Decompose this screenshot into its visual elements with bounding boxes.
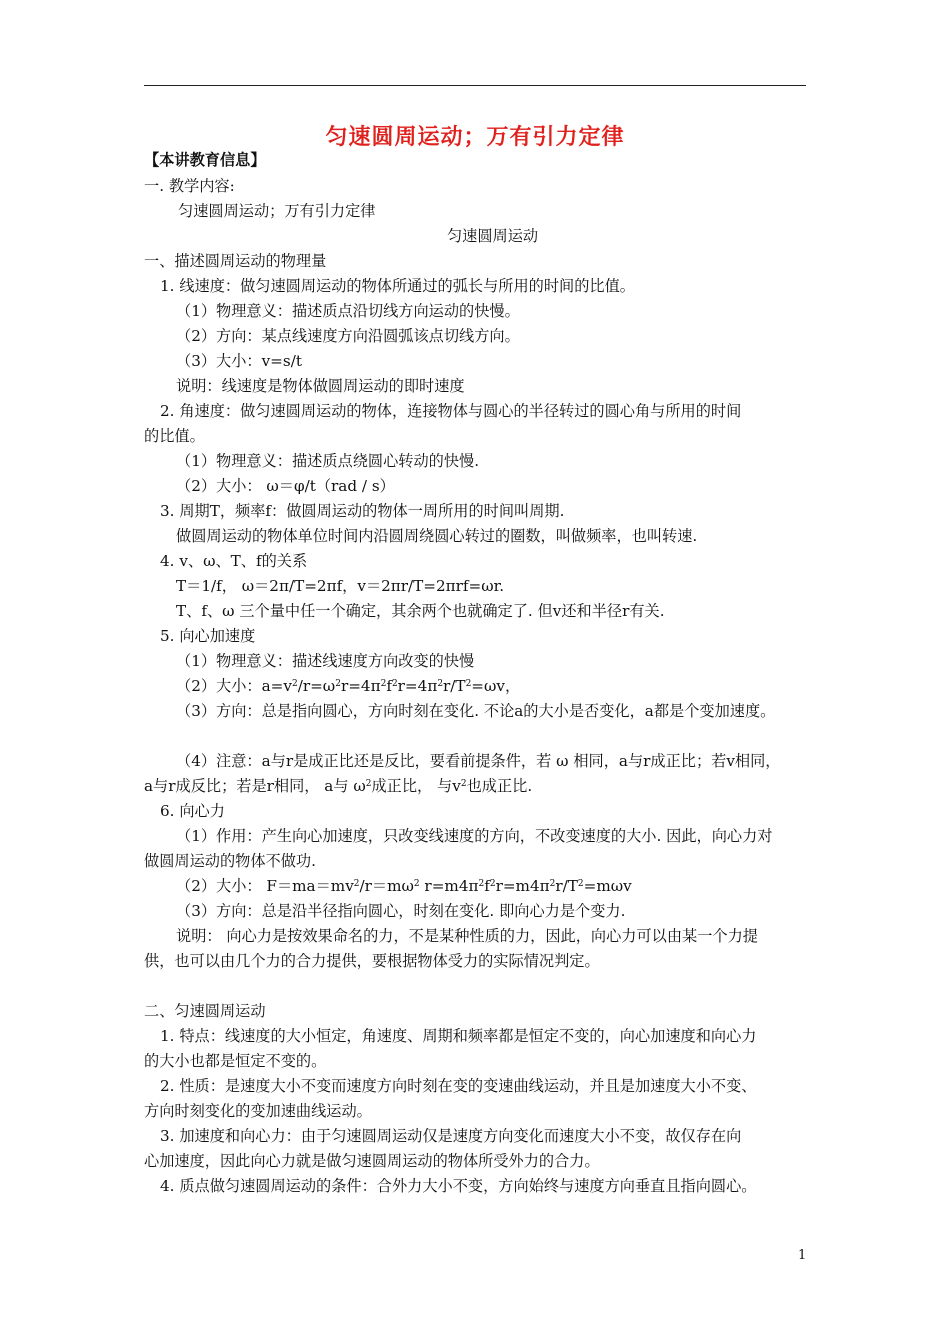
text-line: 6. 向心力 xyxy=(160,802,225,820)
text-line: 4. v、ω、T、f的关系 xyxy=(160,552,308,570)
text-line: 方向时刻变化的变加速曲线运动。 xyxy=(144,1102,372,1120)
text-line: （3）方向：总是指向圆心，方向时刻在变化. 不论a的大小是否变化，a都是个变加速度。 xyxy=(176,702,776,720)
text-line: （1）物理意义：描述线速度方向改变的快慢 xyxy=(176,652,475,670)
text-line: 2. 角速度：做匀速圆周运动的物体，连接物体与圆心的半径转过的圆心角与所用的时间 xyxy=(160,402,742,420)
subtitle: 匀速圆周运动 xyxy=(446,227,539,245)
formula-line: （2）大小： $F=ma=mv^2/r=m\omega^2$ $r=m4\pi^2f^2r=m4\pi^2r/T^2=m\omega v$ xyxy=(176,877,632,895)
text-line: （4）注意：a与r是成正比还是反比，要看前提条件，若 ω 相同，a与r成正比；若v相同， xyxy=(176,752,781,770)
text-line: T＝1/f， ω＝2π/T=2πf，v＝2πr/T=2πrf=ωr. xyxy=(176,577,505,595)
text-line: 3. 周期T，频率f：做圆周运动的物体一周所用的时间叫周期. xyxy=(160,502,565,520)
text-line: 的大小也都是恒定不变的。 xyxy=(144,1052,327,1070)
text-line: 4. 质点做匀速圆周运动的条件：合外力大小不变，方向始终与速度方向垂直且指向圆心。 xyxy=(160,1177,757,1195)
text-line: 的比值。 xyxy=(144,427,205,445)
text-line: 3. 加速度和向心力：由于匀速圆周运动仅是速度方向变化而速度大小不变，故仅存在向 xyxy=(160,1127,742,1145)
text-line: （3）方向：总是沿半径指向圆心，时刻在变化. 即向心力是个变力. xyxy=(176,902,626,920)
text-line: （1）物理意义：描述质点沿切线方向运动的快慢。 xyxy=(176,302,520,320)
section-header: 【本讲教育信息】 xyxy=(144,151,266,169)
text-line: 匀速圆周运动；万有引力定律 xyxy=(178,202,376,220)
text-line: 1. 特点：线速度的大小恒定，角速度、周期和频率都是恒定不变的，向心加速度和向心力 xyxy=(160,1027,757,1045)
text-line: T、f、ω 三个量中任一个确定，其余两个也就确定了. 但v还和半径r有关. xyxy=(176,602,665,620)
text-line: （1）作用：产生向心加速度，只改变线速度的方向，不改变速度的大小. 因此，向心力对 xyxy=(176,827,773,845)
text-line: 做圆周运动的物体单位时间内沿圆周绕圆心转过的圈数，叫做频率，也叫转速. xyxy=(176,527,698,545)
text-line: 2. 性质：是速度大小不变而速度方向时刻在变的变速曲线运动，并且是加速度大小不变、 xyxy=(160,1077,757,1095)
text-line: 1. 线速度：做匀速圆周运动的物体所通过的弧长与所用的时间的比值。 xyxy=(160,277,635,295)
text-line: 5. 向心加速度 xyxy=(160,627,256,645)
text-line: 做圆周运动的物体不做功. xyxy=(144,852,316,870)
section-heading: 二、匀速圆周运动 xyxy=(144,1002,266,1020)
text-line: 一. 教学内容: xyxy=(144,177,235,195)
text-line: 供，也可以由几个力的合力提供，要根据物体受力的实际情况判定。 xyxy=(144,952,600,970)
formula-line: （2）大小：$a=v^2/r=\omega^2r=4\pi^2f^2r=4\pi^2r/T^2=\omega v$， xyxy=(176,677,521,695)
text-line: （1）物理意义：描述质点绕圆心转动的快慢. xyxy=(176,452,480,470)
text-line: 一、描述圆周运动的物理量 xyxy=(144,252,327,270)
text-line: 说明：线速度是物体做圆周运动的即时速度 xyxy=(176,377,465,395)
text-line: 心加速度，因此向心力就是做匀速圆周运动的物体所受外力的合力。 xyxy=(144,1152,600,1170)
text-line: （2）大小： ω＝φ/t（rad / s） xyxy=(176,477,395,495)
document-title: 匀速圆周运动；万有引力定律 xyxy=(325,125,625,150)
header-rule xyxy=(144,85,806,86)
page-number: 1 xyxy=(798,1248,807,1263)
text-line: 说明： 向心力是按效果命名的力，不是某种性质的力，因此，向心力可以由某一个力提 xyxy=(176,927,758,945)
text-line: （3）大小：v=s/t xyxy=(176,352,302,370)
text-line: （2）方向：某点线速度方向沿圆弧该点切线方向。 xyxy=(176,327,520,345)
formula-line: a与r成反比；若是r相同， a与 $\omega^2$成正比， 与$v^2$也成正比. xyxy=(144,777,533,795)
